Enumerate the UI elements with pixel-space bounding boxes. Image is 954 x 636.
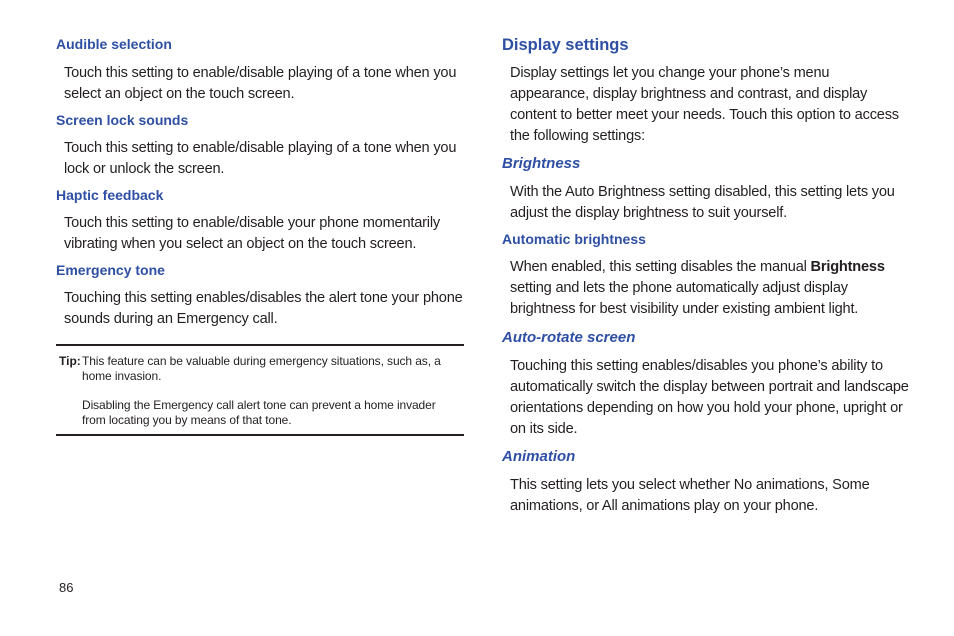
section-title-display-settings: Display settings (502, 36, 629, 54)
tip-box (56, 344, 464, 436)
tip-text: This feature can be valuable during emergency situations, such as, a home invasion. (82, 354, 441, 383)
body-audible-selection: Touch this setting to enable/disable playing of a tone when you select an object on the touch screen. (64, 65, 457, 102)
heading-auto-rotate-screen: Auto-rotate screen (502, 329, 636, 346)
auto-brightness-text-after: setting and lets the phone automatically adjust display brightness for best visibility under existing ambient light. (510, 280, 859, 317)
body-auto-rotate-screen: Touching this setting enables/disables you phone’s ability to automatically switch the display between portrait and landscape orientations depending on how you hold your phone, upright or on its side. (510, 358, 909, 437)
heading-audible-selection: Audible selection (56, 36, 172, 52)
body-animation: This setting lets you select whether No animations, Some animations, or All animations play on your phone. (510, 477, 870, 514)
body-screen-lock-sounds: Touch this setting to enable/disable playing of a tone when you lock or unlock the screen. (64, 140, 457, 177)
body-emergency-tone: Touching this setting enables/disables the alert tone your phone sounds during an Emergency call. (64, 290, 463, 327)
body-haptic-feedback: Touch this setting to enable/disable your phone momentarily vibrating when you select an object on the touch screen. (64, 215, 440, 252)
page-number: 86 (59, 580, 74, 595)
auto-brightness-text-before: When enabled, this setting disables the manual (510, 259, 811, 275)
heading-animation: Animation (502, 448, 576, 465)
brightness-term: Brightness (810, 259, 885, 275)
tip-label: Tip: (59, 354, 81, 368)
heading-emergency-tone: Emergency tone (56, 262, 165, 278)
heading-automatic-brightness: Automatic brightness (502, 231, 646, 247)
body-brightness: With the Auto Brightness setting disabled, this setting lets you adjust the display brightness to suit yourself. (510, 184, 895, 221)
heading-haptic-feedback: Haptic feedback (56, 187, 164, 203)
heading-brightness: Brightness (502, 155, 581, 172)
heading-screen-lock-sounds: Screen lock sounds (56, 112, 189, 128)
tip-text-secondary: Disabling the Emergency call alert tone can prevent a home invader from locating you by means of that tone. (82, 398, 436, 427)
body-automatic-brightness (510, 257, 912, 320)
body-display-settings-intro: Display settings let you change your phone’s menu appearance, display brightness and contrast, and display content to better meet your needs. Touch this option to access the following settings: (510, 65, 899, 144)
